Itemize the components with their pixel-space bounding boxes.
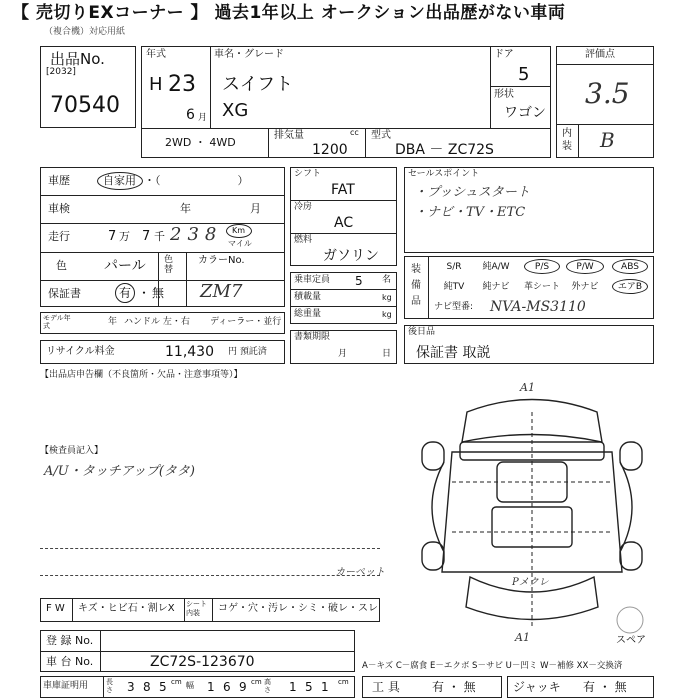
lot-label: 出品No. — [50, 50, 105, 68]
diagram-carpet: カーペット — [335, 567, 385, 578]
displacement-value: 1200 — [312, 142, 348, 158]
payload-label: 積載量 — [294, 292, 322, 302]
capacity-value: 5 — [355, 274, 363, 288]
hgt-unit: cm — [338, 678, 349, 686]
history-circled: 自家用 — [103, 174, 136, 187]
gross-unit: kg — [382, 310, 392, 319]
sales-point-2: ・ナビ・TV・ETC — [414, 205, 526, 220]
diagram-rear-note: Pメクレ — [512, 577, 549, 588]
equip-airbag: エアB — [617, 282, 643, 292]
warranty-sep: ・ — [138, 286, 151, 300]
gross-label: 総重量 — [294, 309, 322, 319]
len-d3: 5 — [159, 680, 167, 694]
after-label: 後日品 — [408, 327, 436, 337]
fw-items: キズ・ヒビ石・割レX — [78, 603, 175, 614]
fuel-value: ガソリン — [323, 248, 379, 264]
banner-title: 【 売切りEXコーナー 】 過去1年以上 オークション出品歴がない車両 — [12, 3, 566, 23]
score-value: 3.5 — [585, 77, 630, 110]
len-d2: 8 — [143, 680, 151, 694]
wid-d1: 1 — [207, 680, 215, 694]
diagram-bottom-note: A1 — [515, 631, 530, 644]
equip-navi: 純ナビ — [482, 282, 510, 292]
hgt-d3: 1 — [321, 680, 329, 694]
expiry-day-unit: 日 — [382, 349, 392, 359]
fuel-label: 燃料 — [294, 235, 313, 245]
color-value: パール — [104, 258, 146, 274]
warranty-no: 無 — [152, 286, 165, 300]
history-label: 車歴 — [48, 174, 70, 187]
expiry-label: 書類期限 — [294, 332, 331, 342]
header-note: （複合機）対応用紙 — [44, 27, 126, 37]
equip-tv: 純TV — [443, 282, 465, 292]
shift-label: シフト — [294, 169, 322, 179]
damage-legend: A－キズ C－腐食 E－エクボ S－サビ U－凹ミ W－補修 XX－交換済 — [362, 661, 623, 671]
body-type-value: ワゴン — [504, 105, 546, 121]
equip-sr: S/R — [446, 262, 462, 272]
model-year-label: モデル年式 — [43, 314, 71, 330]
car-name-label: 車名・グレード — [214, 49, 284, 60]
tools-value: 有 ・ 無 — [432, 680, 476, 694]
hgt-d1: 1 — [289, 680, 297, 694]
warranty-label: 保証書 — [48, 287, 81, 300]
equip-pw: P/W — [576, 262, 594, 272]
chassis-label: 車 台 No. — [46, 655, 94, 668]
declaration-label: 【出品店申告欄（不良箇所・欠品・注意事項等）】 — [40, 370, 243, 380]
color-no-value: ZM7 — [200, 281, 243, 302]
sales-points-label: セールスポイント — [408, 169, 480, 179]
lot-tag: [2032] — [46, 67, 76, 77]
mileage-sen: 7 — [142, 229, 151, 244]
car-damage-diagram — [412, 382, 652, 642]
warranty-yes: 有 — [119, 286, 132, 300]
after-value: 保証書 取説 — [416, 345, 491, 361]
interior-value: B — [600, 128, 615, 152]
body-type-label: 形状 — [494, 89, 514, 100]
len-unit: cm — [171, 678, 182, 686]
displacement-unit: cc — [350, 128, 359, 137]
wid-d2: 6 — [223, 680, 231, 694]
registration-label: 登 録 No. — [46, 634, 94, 647]
len-d1: 3 — [127, 680, 135, 694]
car-grade: XG — [222, 100, 249, 121]
year-month: 6 — [186, 107, 195, 123]
lot-number: 70540 — [50, 93, 120, 118]
jack-label: ジャッキ — [513, 680, 561, 694]
interior-label: 内装 — [562, 128, 572, 152]
expiry-month-unit: 月 — [338, 349, 348, 359]
model-label: 型式 — [371, 130, 391, 141]
doors-label: ドア — [494, 49, 514, 60]
spare-label: スペア — [616, 635, 646, 646]
equip-aw: 純A/W — [482, 262, 510, 272]
aircon-label: 冷房 — [294, 202, 313, 212]
inspector-note: A/U・タッチアップ(タタ) — [44, 464, 195, 479]
equipment-label: 装備品 — [411, 264, 421, 307]
shift-value: FAT — [331, 182, 355, 198]
car-name: スイフト — [222, 74, 294, 95]
year-era: H — [149, 74, 163, 95]
dealer: ディーラー・並行 — [210, 317, 282, 327]
doors-value: 5 — [518, 64, 530, 85]
navi-label: ナビ型番: — [434, 302, 474, 312]
equip-ps: P/S — [534, 262, 550, 272]
equip-abs: ABS — [621, 262, 639, 272]
aircon-value: AC — [334, 215, 354, 231]
tools-label: 工 具 — [372, 680, 400, 694]
inspector-label: 【検査員記入】 — [40, 446, 104, 456]
mileage-man: 7 — [108, 229, 117, 244]
fw-label: F W — [46, 603, 65, 614]
jack-value: 有 ・ 無 — [583, 680, 627, 694]
wid-unit: cm — [251, 678, 262, 686]
recycle-value: 11,430 — [165, 344, 214, 360]
mileage-unit-km: Km — [232, 226, 246, 235]
year-month-unit: 月 — [198, 113, 208, 123]
inspection-year-unit: 年 — [180, 202, 191, 215]
recycle-unit: 円 預託済 — [228, 347, 267, 357]
capacity-label: 乗車定員 — [294, 275, 331, 285]
model-value: DBA － ZC72S — [395, 142, 494, 158]
recycle-label: リサイクル料金 — [46, 346, 115, 357]
seat-items: コゲ・穴・汚レ・シミ・破レ・スレ — [218, 603, 378, 614]
drive-label: 2WD ・ 4WD — [165, 136, 236, 149]
hgt-d2: 5 — [305, 680, 313, 694]
color-change-label: 色替 — [164, 255, 174, 275]
capacity-unit: 名 — [382, 275, 392, 285]
payload-unit: kg — [382, 293, 392, 302]
inspection-label: 車検 — [48, 202, 70, 215]
mileage-man-unit: 万 — [119, 230, 130, 243]
year-value: 23 — [168, 72, 196, 97]
diagram-top-note: A1 — [520, 381, 535, 394]
handle: ハンドル 左・右 — [124, 317, 190, 327]
wid-d3: 9 — [239, 680, 247, 694]
len-label: 長さ — [106, 678, 113, 694]
dims-label: 車庫証明用 — [43, 681, 89, 691]
color-label: 色 — [56, 259, 67, 272]
mileage-sen-unit: 千 — [154, 230, 165, 243]
score-label: 評価点 — [585, 49, 615, 60]
wid-label: 幅 — [186, 681, 194, 690]
model-year-unit: 年 — [108, 317, 118, 327]
equip-ext-navi: 外ナビ — [571, 282, 599, 292]
hgt-label: 高さ — [264, 678, 271, 694]
displacement-label: 排気量 — [274, 130, 304, 141]
sales-point-1: ・プッシュスタート — [414, 185, 530, 200]
mileage-rest: 238 — [170, 224, 223, 245]
equip-leather: 革シート — [523, 282, 560, 292]
history-rest: ・（ ） — [144, 174, 249, 187]
inspection-month-unit: 月 — [250, 202, 261, 215]
mileage-label: 走行 — [48, 230, 70, 243]
year-label: 年式 — [146, 49, 166, 60]
color-no-label: カラーNo. — [198, 255, 245, 266]
mileage-unit-mile: マイル — [228, 239, 252, 248]
navi-value: NVA-MS3110 — [490, 299, 586, 315]
chassis-value: ZC72S-123670 — [150, 654, 255, 670]
seat-label: シート内装 — [186, 600, 207, 617]
